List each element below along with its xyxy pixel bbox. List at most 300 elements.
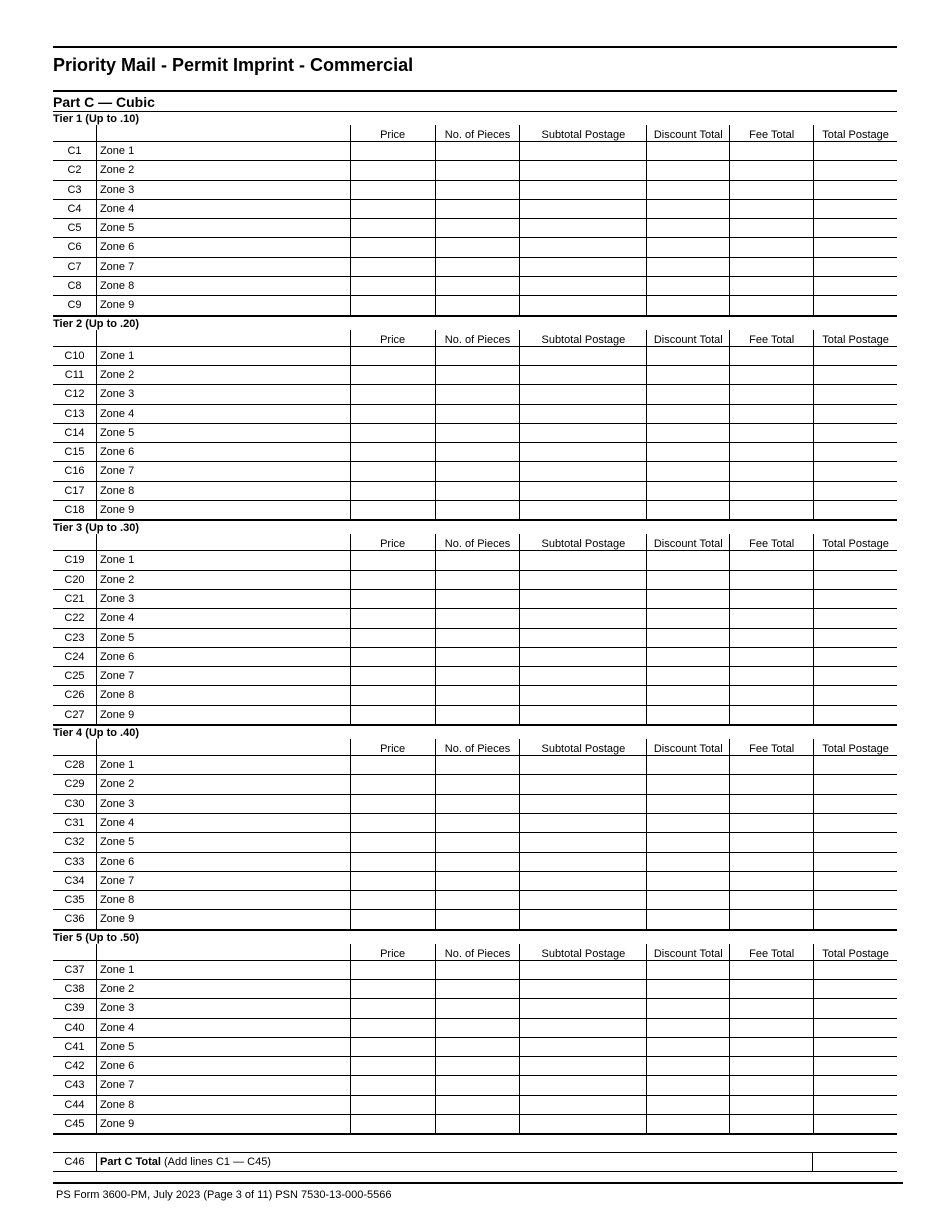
entry-cell[interactable]	[350, 258, 435, 276]
entry-cell[interactable]	[435, 853, 520, 871]
entry-cell[interactable]	[729, 501, 813, 519]
entry-cell[interactable]	[519, 648, 646, 666]
entry-cell[interactable]	[519, 980, 646, 998]
entry-cell[interactable]	[435, 795, 520, 813]
entry-cell[interactable]	[350, 482, 435, 500]
entry-cell[interactable]	[813, 872, 897, 890]
entry-cell[interactable]	[435, 667, 520, 685]
entry-cell[interactable]	[519, 181, 646, 199]
entry-cell[interactable]	[350, 686, 435, 704]
entry-cell[interactable]	[729, 795, 813, 813]
tier-section	[53, 726, 897, 931]
entry-cell[interactable]	[813, 571, 897, 589]
entry-cell[interactable]	[435, 238, 520, 256]
entry-cell[interactable]	[435, 424, 520, 442]
entry-cell[interactable]	[646, 891, 729, 909]
entry-cell[interactable]	[646, 424, 729, 442]
entry-cell[interactable]	[646, 590, 729, 608]
entry-cell[interactable]	[519, 891, 646, 909]
line-code: C36	[64, 913, 85, 926]
entry-cell[interactable]	[813, 238, 897, 256]
table-row	[53, 1076, 897, 1095]
entry-cell[interactable]	[350, 814, 435, 832]
entry-cell[interactable]	[729, 142, 813, 160]
entry-cell[interactable]	[350, 775, 435, 793]
entry-cell[interactable]	[646, 181, 729, 199]
entry-cell[interactable]	[435, 571, 520, 589]
entry-cell[interactable]	[646, 1038, 729, 1056]
line-code: C17	[64, 484, 85, 497]
entry-cell[interactable]	[813, 853, 897, 871]
entry-cell[interactable]	[813, 462, 897, 480]
entry-cell[interactable]	[813, 590, 897, 608]
entry-cell[interactable]	[350, 385, 435, 403]
entry-cell[interactable]	[646, 853, 729, 871]
entry-cell[interactable]	[435, 142, 520, 160]
entry-cell[interactable]	[519, 853, 646, 871]
entry-cell[interactable]	[519, 482, 646, 500]
entry-cell[interactable]	[646, 443, 729, 461]
entry-cell[interactable]	[729, 961, 813, 979]
entry-cell[interactable]	[435, 1019, 520, 1037]
entry-cell[interactable]	[813, 219, 897, 237]
entry-cell[interactable]	[519, 1057, 646, 1075]
entry-cell[interactable]	[519, 258, 646, 276]
entry-cell[interactable]	[813, 629, 897, 647]
entry-cell[interactable]	[350, 1076, 435, 1094]
entry-cell[interactable]	[813, 667, 897, 685]
line-code: C10	[64, 349, 85, 362]
entry-cell[interactable]	[646, 501, 729, 519]
entry-cell[interactable]	[519, 814, 646, 832]
entry-cell[interactable]	[350, 853, 435, 871]
entry-cell[interactable]	[519, 609, 646, 627]
entry-cell[interactable]	[646, 999, 729, 1017]
entry-cell[interactable]	[350, 795, 435, 813]
entry-cell[interactable]	[729, 1019, 813, 1037]
entry-cell[interactable]	[519, 590, 646, 608]
entry-cell[interactable]	[435, 1057, 520, 1075]
zone-label: Zone 7	[96, 258, 350, 276]
entry-cell[interactable]	[519, 1115, 646, 1133]
entry-cell[interactable]	[435, 648, 520, 666]
entry-cell[interactable]	[435, 609, 520, 627]
entry-cell[interactable]	[519, 366, 646, 384]
entry-cell[interactable]	[350, 1096, 435, 1114]
entry-cell[interactable]	[519, 405, 646, 423]
entry-cell[interactable]	[729, 462, 813, 480]
entry-cell[interactable]	[519, 775, 646, 793]
entry-cell[interactable]	[646, 462, 729, 480]
total-code: C46	[64, 1156, 85, 1169]
entry-cell[interactable]	[350, 980, 435, 998]
entry-cell[interactable]	[646, 1096, 729, 1114]
entry-cell[interactable]	[435, 1115, 520, 1133]
entry-cell[interactable]	[729, 1115, 813, 1133]
entry-cell[interactable]	[435, 482, 520, 500]
line-code: C38	[64, 982, 85, 995]
entry-cell[interactable]	[813, 1096, 897, 1114]
line-code: C11	[64, 368, 85, 381]
entry-cell[interactable]	[350, 238, 435, 256]
entry-cell[interactable]	[519, 347, 646, 365]
entry-cell[interactable]	[646, 551, 729, 569]
entry-cell[interactable]	[813, 980, 897, 998]
entry-cell[interactable]	[646, 366, 729, 384]
zone-label: Zone 5	[96, 1038, 350, 1056]
entry-cell[interactable]	[435, 1038, 520, 1056]
entry-cell[interactable]	[646, 686, 729, 704]
entry-cell[interactable]	[519, 142, 646, 160]
column-header: Subtotal Postage	[519, 125, 646, 141]
entry-cell[interactable]	[646, 706, 729, 724]
entry-cell[interactable]	[435, 1096, 520, 1114]
table-row	[53, 833, 897, 852]
entry-cell[interactable]	[350, 1115, 435, 1133]
entry-cell[interactable]	[813, 1019, 897, 1037]
entry-cell[interactable]	[350, 219, 435, 237]
entry-cell[interactable]	[435, 706, 520, 724]
entry-cell[interactable]	[813, 706, 897, 724]
entry-cell[interactable]	[729, 686, 813, 704]
entry-cell[interactable]	[646, 571, 729, 589]
entry-cell[interactable]	[813, 756, 897, 774]
entry-cell[interactable]	[519, 706, 646, 724]
entry-cell[interactable]	[646, 775, 729, 793]
entry-cell[interactable]	[435, 814, 520, 832]
entry-cell[interactable]	[813, 1076, 897, 1094]
entry-cell[interactable]	[729, 277, 813, 295]
entry-cell[interactable]	[813, 910, 897, 928]
entry-cell[interactable]	[435, 686, 520, 704]
entry-cell[interactable]	[519, 424, 646, 442]
entry-cell[interactable]	[729, 238, 813, 256]
entry-cell[interactable]	[519, 443, 646, 461]
entry-cell[interactable]	[729, 706, 813, 724]
entry-cell[interactable]	[646, 629, 729, 647]
entry-cell[interactable]	[729, 756, 813, 774]
entry-cell[interactable]	[350, 1057, 435, 1075]
entry-cell[interactable]	[350, 706, 435, 724]
entry-cell[interactable]	[729, 814, 813, 832]
entry-cell[interactable]	[350, 200, 435, 218]
line-code: C44	[64, 1098, 85, 1111]
entry-cell[interactable]	[435, 833, 520, 851]
entry-cell[interactable]	[813, 385, 897, 403]
entry-cell[interactable]	[813, 961, 897, 979]
entry-cell[interactable]	[519, 501, 646, 519]
entry-cell[interactable]	[435, 277, 520, 295]
entry-cell[interactable]	[350, 296, 435, 314]
entry-cell[interactable]	[435, 219, 520, 237]
entry-cell[interactable]	[729, 609, 813, 627]
entry-cell[interactable]	[350, 648, 435, 666]
entry-cell[interactable]	[729, 1038, 813, 1056]
entry-cell[interactable]	[435, 551, 520, 569]
entry-cell[interactable]	[519, 277, 646, 295]
entry-cell[interactable]	[435, 200, 520, 218]
entry-cell[interactable]	[729, 366, 813, 384]
entry-cell[interactable]	[813, 551, 897, 569]
entry-cell[interactable]	[729, 1076, 813, 1094]
entry-cell[interactable]	[646, 1076, 729, 1094]
entry-cell[interactable]	[813, 686, 897, 704]
entry-cell[interactable]	[729, 258, 813, 276]
entry-cell[interactable]	[350, 424, 435, 442]
entry-cell[interactable]	[519, 686, 646, 704]
entry-cell[interactable]	[729, 1096, 813, 1114]
entry-cell[interactable]	[350, 366, 435, 384]
entry-cell[interactable]	[350, 501, 435, 519]
entry-cell[interactable]	[350, 961, 435, 979]
entry-cell[interactable]	[646, 277, 729, 295]
entry-cell[interactable]	[813, 142, 897, 160]
entry-cell[interactable]	[813, 891, 897, 909]
entry-cell[interactable]	[646, 347, 729, 365]
entry-cell[interactable]	[729, 161, 813, 179]
entry-cell[interactable]	[435, 405, 520, 423]
entry-cell[interactable]	[813, 833, 897, 851]
entry-cell[interactable]	[350, 872, 435, 890]
entry-cell[interactable]	[813, 347, 897, 365]
entry-cell[interactable]	[646, 648, 729, 666]
entry-cell[interactable]	[729, 590, 813, 608]
entry-cell[interactable]	[435, 590, 520, 608]
top-rule	[53, 46, 897, 48]
entry-cell[interactable]	[350, 551, 435, 569]
entry-cell[interactable]	[350, 833, 435, 851]
zone-label: Zone 2	[96, 980, 350, 998]
entry-cell[interactable]	[729, 775, 813, 793]
entry-cell[interactable]	[646, 833, 729, 851]
entry-cell[interactable]	[646, 756, 729, 774]
entry-cell[interactable]	[519, 462, 646, 480]
entry-cell[interactable]	[813, 443, 897, 461]
entry-cell[interactable]	[435, 629, 520, 647]
entry-cell[interactable]	[813, 775, 897, 793]
entry-cell[interactable]	[350, 910, 435, 928]
zone-label: Zone 1	[96, 756, 350, 774]
entry-cell[interactable]	[519, 833, 646, 851]
entry-cell[interactable]	[646, 872, 729, 890]
entry-cell[interactable]	[813, 200, 897, 218]
entry-cell[interactable]	[813, 482, 897, 500]
entry-cell[interactable]	[729, 891, 813, 909]
entry-cell[interactable]	[729, 980, 813, 998]
line-code: C13	[64, 407, 85, 420]
entry-cell[interactable]	[646, 161, 729, 179]
entry-cell[interactable]	[350, 142, 435, 160]
entry-cell[interactable]	[435, 501, 520, 519]
entry-cell[interactable]	[519, 667, 646, 685]
entry-cell[interactable]	[519, 219, 646, 237]
line-code: C1	[67, 145, 82, 157]
entry-cell[interactable]	[435, 891, 520, 909]
entry-cell[interactable]	[435, 443, 520, 461]
entry-cell[interactable]	[350, 405, 435, 423]
entry-cell[interactable]	[729, 200, 813, 218]
table-row	[53, 347, 897, 366]
entry-cell[interactable]	[519, 571, 646, 589]
entry-cell[interactable]	[519, 872, 646, 890]
entry-cell[interactable]	[435, 296, 520, 314]
table-row	[53, 296, 897, 316]
entry-cell[interactable]	[646, 814, 729, 832]
entry-cell[interactable]	[519, 795, 646, 813]
entry-cell[interactable]	[519, 1019, 646, 1037]
entry-cell[interactable]	[729, 667, 813, 685]
entry-cell[interactable]	[729, 385, 813, 403]
entry-cell[interactable]	[435, 347, 520, 365]
entry-cell[interactable]	[350, 1019, 435, 1037]
entry-cell[interactable]	[350, 667, 435, 685]
column-header: Total Postage	[813, 330, 897, 346]
entry-cell[interactable]	[813, 1057, 897, 1075]
entry-cell[interactable]	[350, 181, 435, 199]
entry-cell[interactable]	[435, 999, 520, 1017]
entry-cell[interactable]	[729, 219, 813, 237]
entry-cell[interactable]	[435, 775, 520, 793]
entry-cell[interactable]	[350, 629, 435, 647]
entry-cell[interactable]	[519, 200, 646, 218]
entry-cell[interactable]	[729, 999, 813, 1017]
zone-label: Zone 9	[96, 706, 350, 724]
total-input[interactable]	[813, 1153, 897, 1171]
entry-cell[interactable]	[813, 181, 897, 199]
entry-cell[interactable]	[435, 366, 520, 384]
entry-cell[interactable]	[813, 405, 897, 423]
entry-cell[interactable]	[813, 366, 897, 384]
entry-cell[interactable]	[646, 258, 729, 276]
zone-label: Zone 8	[96, 891, 350, 909]
entry-cell[interactable]	[350, 891, 435, 909]
entry-cell[interactable]	[813, 424, 897, 442]
entry-cell[interactable]	[729, 648, 813, 666]
entry-cell[interactable]	[729, 910, 813, 928]
entry-cell[interactable]	[350, 277, 435, 295]
entry-cell[interactable]	[646, 980, 729, 998]
entry-cell[interactable]	[813, 648, 897, 666]
entry-cell[interactable]	[646, 795, 729, 813]
entry-cell[interactable]	[435, 181, 520, 199]
entry-cell[interactable]	[729, 347, 813, 365]
entry-cell[interactable]	[646, 482, 729, 500]
entry-cell[interactable]	[646, 1019, 729, 1037]
zone-label: Zone 9	[96, 910, 350, 928]
column-header-row	[53, 330, 897, 347]
entry-cell[interactable]	[729, 296, 813, 314]
entry-cell[interactable]	[646, 667, 729, 685]
entry-cell[interactable]	[519, 238, 646, 256]
entry-cell[interactable]	[519, 1096, 646, 1114]
entry-cell[interactable]	[350, 443, 435, 461]
entry-cell[interactable]	[519, 629, 646, 647]
entry-cell[interactable]	[646, 1115, 729, 1133]
line-code: C37	[64, 963, 85, 976]
entry-cell[interactable]	[646, 910, 729, 928]
entry-cell[interactable]	[646, 385, 729, 403]
entry-cell[interactable]	[646, 961, 729, 979]
entry-cell[interactable]	[729, 424, 813, 442]
entry-cell[interactable]	[519, 1038, 646, 1056]
entry-cell[interactable]	[646, 238, 729, 256]
entry-cell[interactable]	[813, 609, 897, 627]
entry-cell[interactable]	[435, 756, 520, 774]
entry-cell[interactable]	[435, 462, 520, 480]
entry-cell[interactable]	[519, 961, 646, 979]
entry-cell[interactable]	[435, 1076, 520, 1094]
entry-cell[interactable]	[519, 551, 646, 569]
entry-cell[interactable]	[646, 142, 729, 160]
entry-cell[interactable]	[519, 385, 646, 403]
entry-cell[interactable]	[519, 910, 646, 928]
entry-cell[interactable]	[646, 296, 729, 314]
column-header: Total Postage	[813, 944, 897, 960]
entry-cell[interactable]	[435, 385, 520, 403]
entry-cell[interactable]	[350, 999, 435, 1017]
entry-cell[interactable]	[813, 501, 897, 519]
entry-cell[interactable]	[813, 258, 897, 276]
entry-cell[interactable]	[350, 347, 435, 365]
entry-cell[interactable]	[646, 219, 729, 237]
entry-cell[interactable]	[646, 405, 729, 423]
entry-cell[interactable]	[729, 629, 813, 647]
entry-cell[interactable]	[813, 999, 897, 1017]
entry-cell[interactable]	[813, 1115, 897, 1133]
entry-cell[interactable]	[519, 1076, 646, 1094]
entry-cell[interactable]	[435, 910, 520, 928]
entry-cell[interactable]	[813, 814, 897, 832]
entry-cell[interactable]	[350, 590, 435, 608]
entry-cell[interactable]	[729, 551, 813, 569]
entry-cell[interactable]	[813, 795, 897, 813]
entry-cell[interactable]	[519, 161, 646, 179]
entry-cell[interactable]	[729, 571, 813, 589]
entry-cell[interactable]	[435, 980, 520, 998]
entry-cell[interactable]	[646, 200, 729, 218]
entry-cell[interactable]	[729, 405, 813, 423]
entry-cell[interactable]	[519, 999, 646, 1017]
entry-cell[interactable]	[646, 1057, 729, 1075]
entry-cell[interactable]	[729, 853, 813, 871]
entry-cell[interactable]	[646, 609, 729, 627]
table-row	[53, 277, 897, 296]
entry-cell[interactable]	[435, 258, 520, 276]
entry-cell[interactable]	[729, 443, 813, 461]
zone-label: Zone 2	[96, 161, 350, 179]
entry-cell[interactable]	[435, 161, 520, 179]
entry-cell[interactable]	[813, 277, 897, 295]
entry-cell[interactable]	[350, 756, 435, 774]
entry-cell[interactable]	[350, 161, 435, 179]
entry-cell[interactable]	[729, 482, 813, 500]
entry-cell[interactable]	[435, 872, 520, 890]
entry-cell[interactable]	[519, 296, 646, 314]
entry-cell[interactable]	[350, 609, 435, 627]
entry-cell[interactable]	[813, 161, 897, 179]
entry-cell[interactable]	[350, 462, 435, 480]
entry-cell[interactable]	[813, 1038, 897, 1056]
entry-cell[interactable]	[350, 571, 435, 589]
entry-cell[interactable]	[729, 1057, 813, 1075]
entry-cell[interactable]	[729, 181, 813, 199]
entry-cell[interactable]	[729, 833, 813, 851]
entry-cell[interactable]	[435, 961, 520, 979]
entry-cell[interactable]	[350, 1038, 435, 1056]
entry-cell[interactable]	[729, 872, 813, 890]
entry-cell[interactable]	[519, 756, 646, 774]
entry-cell[interactable]	[813, 296, 897, 314]
